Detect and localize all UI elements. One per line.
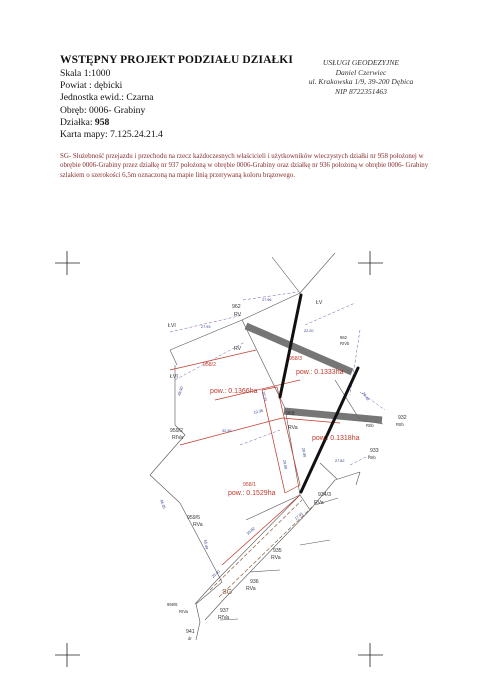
division-line xyxy=(277,387,300,485)
marker-strokes xyxy=(280,295,358,492)
document-title: WSTĘPNY PROJEKT PODZIAŁU DZIAŁKI xyxy=(60,54,293,66)
parcel-935-use: RVa xyxy=(271,555,281,561)
surveyor-address: ul. Krakowska 1/9, 39-200 Dębica xyxy=(308,77,414,87)
parcel-958-use: RVa xyxy=(288,425,298,431)
parcel-962-label: 962 xyxy=(232,304,241,310)
area-958-3: pow.: 0.1333ha xyxy=(296,369,344,376)
parcel-959-5-label: 959/5 xyxy=(187,515,200,521)
parcel-958-2-label: 958/2 xyxy=(203,362,216,368)
use-label-lvi-b: ŁVI xyxy=(170,374,178,380)
parcel-958-label: 958 xyxy=(286,411,295,417)
unit-line: Jednostka ewid.: Czarna xyxy=(60,92,154,104)
parcel-962b-use: RIVb xyxy=(340,341,350,346)
parcel-label: Działka: xyxy=(60,116,93,128)
parcel-941-label: 941 xyxy=(186,629,195,635)
dimension-label: 20.00 xyxy=(282,459,288,470)
parcel-941-use: dr xyxy=(188,636,192,641)
boundary-line xyxy=(272,257,300,293)
boundary-line xyxy=(170,350,177,365)
boundary-line xyxy=(196,582,222,604)
dimension-label: 33.23 xyxy=(261,391,268,402)
boundary-line xyxy=(196,622,200,640)
dimension-label: 27.93 xyxy=(201,325,211,329)
boundary-line xyxy=(215,495,300,582)
precinct-line: Obręb: 0006- Grabiny xyxy=(60,104,146,116)
surveyor-name: Daniel Czerwiec xyxy=(335,67,387,77)
parcel-959-6-use: RIVa xyxy=(179,609,188,614)
dimension-label: 48.35 xyxy=(159,498,167,510)
dashed-line xyxy=(305,303,355,325)
parcel-958-1-label: 958/1 xyxy=(243,482,256,488)
dimension-label: 48.90 xyxy=(177,386,185,397)
division-line xyxy=(285,485,300,493)
servitude-line xyxy=(219,507,312,597)
dimension-label: 26.49 xyxy=(361,391,370,402)
boundary-line xyxy=(320,463,337,479)
boundary-lines xyxy=(150,253,383,640)
area-958-1: pow.: 0.1529ha xyxy=(228,490,276,497)
dimension-label: 20.00 xyxy=(301,447,307,458)
use-label-lvi: ŁVI xyxy=(168,323,176,329)
boundary-line xyxy=(335,472,360,480)
boundary-line xyxy=(300,540,330,545)
area-958-2: pow.: 0.1366ha xyxy=(210,388,258,395)
county-line: Powiat : dębicki xyxy=(60,80,123,92)
highlight-band xyxy=(284,411,382,420)
parcel-958-2-use: RV xyxy=(234,346,242,352)
servitude-line xyxy=(210,500,302,590)
parcel-959-5-use: RVa xyxy=(193,522,203,528)
servitude-note: SG- Służebność przejazdu i przechodu na rzecz każdoczesnych właścicieli i użytkowników wieczystych działki nr 958 położonej w obrębie 0006-Grabiny przez działkę nr 937 położoną w obrębie 0006-Grabiny oraz działkę nr 936 położoną w obrębie 0006- Grabiny szlakiem o szerokości 6,5m oznaczoną na mapie linią przerywaną koloru brązowego. xyxy=(60,153,429,179)
parcel-934-3-use: RVa xyxy=(314,500,324,506)
parcel-958-3-label: 958/3 xyxy=(289,356,302,362)
parcel-959-6-label: 959/6 xyxy=(167,602,178,607)
parcel-959-2-label: 959/2 xyxy=(170,428,183,434)
dimension-label: 27.96 xyxy=(262,298,272,302)
dimension-label: 55.44 xyxy=(203,539,209,550)
dimension-label: 22.20 xyxy=(304,329,314,333)
boundary-line xyxy=(150,435,185,475)
parcel-933-use: RIIb xyxy=(368,455,376,460)
parcel-932-use: RIIb xyxy=(396,422,404,427)
highlight-band xyxy=(246,326,352,372)
parcel-937-label: 937 xyxy=(220,608,229,614)
boundary-line xyxy=(300,495,310,510)
dimension-label: 35.82 xyxy=(246,526,256,536)
boundary-line xyxy=(196,604,200,622)
dimension-label: 32.45 xyxy=(222,429,232,433)
parcel-937-use: RIVa xyxy=(218,615,230,621)
boundary-line xyxy=(225,510,310,598)
parcel-936-label: 936 xyxy=(250,579,259,585)
map-sheet-line: Karta mapy: 7.125.24.21.4 xyxy=(60,129,163,141)
dashed-line xyxy=(170,315,243,332)
dashed-line xyxy=(350,455,370,465)
parcel-932-label: 932 xyxy=(398,415,407,421)
parcel-number: 958 xyxy=(94,116,110,128)
dimension-label: 25.00 xyxy=(211,569,221,579)
parcel-962b-label: 962 xyxy=(340,335,347,340)
parcel-935-label: 935 xyxy=(273,548,282,554)
surveyor-nip: NIP 8722351463 xyxy=(335,86,387,96)
dimension-label: 17.91 xyxy=(294,511,304,521)
surveyor-company: USŁUGI GEODEZYJNE xyxy=(322,58,400,67)
boundary-line xyxy=(250,570,280,572)
scale-line: Skala 1:1000 xyxy=(60,68,111,79)
marker-stroke xyxy=(301,368,358,492)
parcel-962-use: RV xyxy=(234,312,242,318)
boundary-line xyxy=(356,472,360,485)
boundary-line xyxy=(150,475,180,503)
boundary-line xyxy=(195,582,215,604)
boundary-line xyxy=(246,495,300,520)
use-label-lv: ŁV xyxy=(316,300,323,306)
parcel-959-2-use: RIVa xyxy=(172,435,184,441)
use-label-riib: RIIb xyxy=(366,423,374,428)
servitude-label: SG xyxy=(222,589,233,596)
boundary-line xyxy=(300,253,335,293)
parcel-934-3-label: 934/3 xyxy=(318,492,331,498)
dimension-label: 19.36 xyxy=(253,408,264,415)
dimension-label: 27.82 xyxy=(335,459,345,463)
parcel-933-label: 933 xyxy=(370,448,379,454)
parcel-936-use: RVa xyxy=(246,586,256,592)
boundary-line xyxy=(285,408,300,495)
area-958: pow.: 0.1318ha xyxy=(312,435,360,442)
